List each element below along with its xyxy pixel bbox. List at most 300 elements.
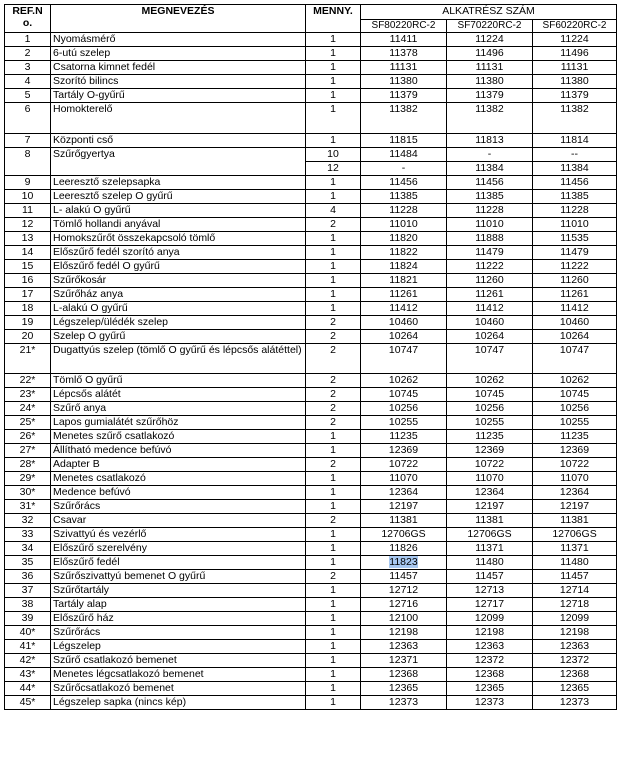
part-number-cell bbox=[361, 696, 447, 710]
name-cell: Medence befúvó bbox=[51, 486, 306, 500]
part-number-cell bbox=[533, 103, 617, 134]
part-number: 12363 bbox=[474, 640, 505, 652]
part-number: 11456 bbox=[389, 176, 418, 188]
part-number: 12364 bbox=[388, 486, 419, 498]
name-cell: Szűrőtartály bbox=[51, 584, 306, 598]
ref-cell: 22* bbox=[5, 374, 51, 388]
table-row bbox=[5, 89, 617, 103]
ref-cell: 4 bbox=[5, 75, 51, 89]
qty-cell: 1 bbox=[306, 288, 361, 302]
part-number-cell bbox=[447, 598, 533, 612]
part-number-cell bbox=[447, 570, 533, 584]
ref-cell: 14 bbox=[5, 246, 51, 260]
part-number-cell bbox=[533, 626, 617, 640]
part-number-cell bbox=[361, 514, 447, 528]
part-number-cell bbox=[533, 612, 617, 626]
ref-cell: 20 bbox=[5, 330, 51, 344]
qty-cell: 2 bbox=[306, 344, 361, 374]
part-number: 10460 bbox=[388, 316, 419, 328]
qty-cell: 1 bbox=[306, 542, 361, 556]
part-number: 10256 bbox=[388, 402, 419, 414]
part-number: 12364 bbox=[559, 486, 590, 498]
name-cell: Szűrőkosár bbox=[51, 274, 306, 288]
part-number: 11412 bbox=[560, 302, 589, 314]
qty-cell: 1 bbox=[306, 75, 361, 89]
table-row bbox=[5, 696, 617, 710]
part-number-cell bbox=[361, 458, 447, 472]
part-number-cell bbox=[361, 176, 447, 190]
part-number-cell bbox=[361, 528, 447, 542]
part-number: 11381 bbox=[389, 514, 418, 526]
part-number: 12369 bbox=[559, 444, 590, 456]
part-number: 10264 bbox=[388, 330, 419, 342]
qty-cell: 1 bbox=[306, 246, 361, 260]
ref-cell: 33 bbox=[5, 528, 51, 542]
qty-cell: 1 bbox=[306, 486, 361, 500]
ref-cell: 42* bbox=[5, 654, 51, 668]
qty-cell: 4 bbox=[306, 204, 361, 218]
part-number: 12363 bbox=[559, 640, 590, 652]
part-number-cell bbox=[361, 274, 447, 288]
part-number-cell bbox=[533, 388, 617, 402]
part-number-cell bbox=[447, 162, 533, 176]
part-number-cell bbox=[361, 33, 447, 47]
part-number-cell bbox=[361, 654, 447, 668]
part-number: 11381 bbox=[560, 514, 589, 526]
part-number: 12365 bbox=[388, 682, 419, 694]
table-body bbox=[5, 33, 617, 710]
name-cell: Szűrőrács bbox=[51, 626, 306, 640]
part-number-cell bbox=[447, 190, 533, 204]
part-number: 12372 bbox=[474, 654, 505, 666]
table-row bbox=[5, 47, 617, 61]
ref-cell: 11 bbox=[5, 204, 51, 218]
name-cell: Szorító bilincs bbox=[51, 75, 306, 89]
name-cell: Szűrőszivattyú bemenet O gyűrű bbox=[51, 570, 306, 584]
part-number-cell bbox=[447, 486, 533, 500]
ref-cell: 1 bbox=[5, 33, 51, 47]
ref-cell: 3 bbox=[5, 61, 51, 75]
part-number: 11235 bbox=[389, 430, 418, 442]
ref-cell: 25* bbox=[5, 416, 51, 430]
part-number: 11371 bbox=[560, 542, 589, 554]
part-number-cell bbox=[447, 668, 533, 682]
part-number-cell bbox=[361, 75, 447, 89]
ref-cell: 30* bbox=[5, 486, 51, 500]
part-number-cell bbox=[361, 103, 447, 134]
part-number-cell bbox=[533, 218, 617, 232]
part-number-cell bbox=[447, 416, 533, 430]
ref-cell: 19 bbox=[5, 316, 51, 330]
part-number-cell bbox=[361, 612, 447, 626]
part-number: 11814 bbox=[560, 134, 589, 146]
ref-cell: 40* bbox=[5, 626, 51, 640]
part-number-cell bbox=[447, 204, 533, 218]
part-number-cell bbox=[447, 528, 533, 542]
part-number-cell bbox=[361, 302, 447, 316]
part-number-cell bbox=[447, 288, 533, 302]
part-number-cell bbox=[361, 500, 447, 514]
part-number-cell bbox=[447, 626, 533, 640]
part-number: 11010 bbox=[389, 218, 418, 230]
part-number-cell bbox=[361, 682, 447, 696]
part-number-cell bbox=[447, 33, 533, 47]
table-row bbox=[5, 246, 617, 260]
qty-cell: 12 bbox=[306, 162, 361, 176]
part-number-cell bbox=[533, 232, 617, 246]
part-number: 11382 bbox=[475, 103, 504, 115]
part-number: 10745 bbox=[474, 388, 505, 400]
part-number: 12372 bbox=[559, 654, 590, 666]
part-number-cell bbox=[533, 47, 617, 61]
part-number-cell bbox=[361, 640, 447, 654]
part-number-cell bbox=[361, 486, 447, 500]
part-number: 10255 bbox=[559, 416, 590, 428]
table-row bbox=[5, 668, 617, 682]
qty-cell: 2 bbox=[306, 316, 361, 330]
name-cell: Központi cső bbox=[51, 134, 306, 148]
part-number: 11379 bbox=[560, 89, 589, 101]
part-number-cell bbox=[533, 500, 617, 514]
part-number-cell bbox=[533, 260, 617, 274]
part-number: 12706GS bbox=[381, 528, 426, 540]
part-number-cell bbox=[447, 176, 533, 190]
part-number-cell bbox=[447, 61, 533, 75]
name-cell: Szűrőház anya bbox=[51, 288, 306, 302]
header-name: MEGNEVEZÉS bbox=[51, 5, 306, 33]
header-qty: MENNY. bbox=[306, 5, 361, 33]
part-number: 11479 bbox=[560, 246, 589, 258]
part-number: 11385 bbox=[475, 190, 504, 202]
part-number-cell bbox=[447, 458, 533, 472]
part-number: 11131 bbox=[389, 61, 418, 73]
part-number: 11260 bbox=[475, 274, 504, 286]
part-number-cell bbox=[447, 500, 533, 514]
part-number-cell bbox=[533, 316, 617, 330]
part-number: 12197 bbox=[559, 500, 590, 512]
name-cell: Szivattyú és vezérlő bbox=[51, 528, 306, 542]
qty-cell: 1 bbox=[306, 47, 361, 61]
part-number-cell bbox=[533, 288, 617, 302]
name-cell: L-alakú O gyűrű bbox=[51, 302, 306, 316]
part-number-cell bbox=[447, 218, 533, 232]
part-number: 11826 bbox=[389, 542, 418, 554]
part-number: 11480 bbox=[560, 556, 589, 568]
name-cell: Szűrőrács bbox=[51, 500, 306, 514]
part-number: 11484 bbox=[389, 148, 418, 160]
part-number: 10256 bbox=[474, 402, 505, 414]
part-number-cell bbox=[533, 514, 617, 528]
ref-cell: 5 bbox=[5, 89, 51, 103]
name-cell: Előszűrő fedél szorító anya bbox=[51, 246, 306, 260]
qty-cell: 10 bbox=[306, 148, 361, 162]
part-number-cell bbox=[447, 374, 533, 388]
part-number-cell bbox=[533, 458, 617, 472]
part-number: 12373 bbox=[388, 696, 419, 708]
part-number: 11412 bbox=[475, 302, 504, 314]
part-number: 11457 bbox=[475, 570, 504, 582]
part-number: 12706GS bbox=[552, 528, 597, 540]
ref-cell: 43* bbox=[5, 668, 51, 682]
part-number-cell bbox=[533, 528, 617, 542]
part-number-cell bbox=[533, 682, 617, 696]
ref-cell: 21* bbox=[5, 344, 51, 374]
part-number-cell bbox=[533, 162, 617, 176]
part-number: 11010 bbox=[560, 218, 589, 230]
qty-cell: 1 bbox=[306, 103, 361, 134]
part-number-cell bbox=[533, 556, 617, 570]
part-number: 11822 bbox=[389, 246, 418, 258]
table-row bbox=[5, 274, 617, 288]
part-number: 11384 bbox=[475, 162, 504, 174]
table-row bbox=[5, 103, 617, 134]
part-number: 11222 bbox=[475, 260, 504, 272]
part-number-cell bbox=[447, 402, 533, 416]
part-number-cell bbox=[361, 472, 447, 486]
name-cell: Dugattyús szelep (tömlő O gyűrű és lépcsős alátéttel) bbox=[51, 344, 306, 374]
part-number: 12712 bbox=[388, 584, 419, 596]
part-number: 11380 bbox=[475, 75, 504, 87]
qty-cell: 2 bbox=[306, 458, 361, 472]
part-number-cell bbox=[533, 374, 617, 388]
table-row bbox=[5, 402, 617, 416]
part-number: 11070 bbox=[389, 472, 418, 484]
table-row bbox=[5, 444, 617, 458]
ref-cell: 10 bbox=[5, 190, 51, 204]
part-number: 11131 bbox=[560, 61, 589, 73]
table-row bbox=[5, 61, 617, 75]
part-number-cell bbox=[447, 640, 533, 654]
part-number: 12369 bbox=[388, 444, 419, 456]
part-number-cell bbox=[447, 89, 533, 103]
part-number: 11496 bbox=[475, 47, 504, 59]
table-row bbox=[5, 584, 617, 598]
part-number: 12099 bbox=[474, 612, 505, 624]
ref-cell: 35 bbox=[5, 556, 51, 570]
qty-cell: 2 bbox=[306, 218, 361, 232]
part-number-cell bbox=[361, 288, 447, 302]
name-cell: Szűrőcsatlakozó bemenet bbox=[51, 682, 306, 696]
part-number-cell bbox=[361, 344, 447, 374]
name-cell: Csavar bbox=[51, 514, 306, 528]
ref-cell: 27* bbox=[5, 444, 51, 458]
part-number: 11824 bbox=[389, 260, 418, 272]
qty-cell: 2 bbox=[306, 402, 361, 416]
part-number-cell bbox=[361, 148, 447, 162]
qty-cell: 1 bbox=[306, 444, 361, 458]
qty-cell: 1 bbox=[306, 89, 361, 103]
part-number: 11411 bbox=[389, 33, 418, 45]
qty-cell: 1 bbox=[306, 654, 361, 668]
part-number-cell bbox=[447, 246, 533, 260]
part-number: -- bbox=[571, 148, 579, 160]
part-number: 11381 bbox=[475, 514, 504, 526]
part-number: 10747 bbox=[474, 344, 505, 356]
part-number: 10460 bbox=[474, 316, 505, 328]
part-number-cell bbox=[533, 584, 617, 598]
part-number-cell bbox=[533, 330, 617, 344]
table-row bbox=[5, 612, 617, 626]
name-cell: Tömlő hollandi anyával bbox=[51, 218, 306, 232]
part-number-cell bbox=[533, 654, 617, 668]
qty-cell: 1 bbox=[306, 584, 361, 598]
part-number-cell bbox=[447, 514, 533, 528]
header-ref: REF.N o. bbox=[5, 5, 51, 33]
name-cell: Légszelep sapka (nincs kép) bbox=[51, 696, 306, 710]
table-row bbox=[5, 556, 617, 570]
part-number-cell bbox=[361, 430, 447, 444]
part-number: 11228 bbox=[475, 204, 504, 216]
ref-cell: 16 bbox=[5, 274, 51, 288]
part-number: 10256 bbox=[559, 402, 590, 414]
qty-cell: 1 bbox=[306, 500, 361, 514]
qty-cell: 1 bbox=[306, 626, 361, 640]
part-number: 11379 bbox=[475, 89, 504, 101]
table-row bbox=[5, 416, 617, 430]
part-number: 10255 bbox=[474, 416, 505, 428]
name-cell: Tartály O-gyűrű bbox=[51, 89, 306, 103]
name-cell: Homokterelő bbox=[51, 103, 306, 134]
part-number: 11228 bbox=[560, 204, 589, 216]
part-number-cell bbox=[447, 274, 533, 288]
part-number: 11235 bbox=[560, 430, 589, 442]
parts-table bbox=[4, 4, 617, 710]
part-number-cell bbox=[533, 75, 617, 89]
part-number-cell bbox=[533, 274, 617, 288]
part-number-cell bbox=[447, 232, 533, 246]
part-number: 11261 bbox=[389, 288, 418, 300]
qty-cell: 1 bbox=[306, 232, 361, 246]
part-number: 12100 bbox=[388, 612, 419, 624]
table-row bbox=[5, 514, 617, 528]
qty-cell: 1 bbox=[306, 260, 361, 274]
part-number: 12369 bbox=[474, 444, 505, 456]
name-cell: Szűrő anya bbox=[51, 402, 306, 416]
part-number: 11371 bbox=[475, 542, 504, 554]
ref-cell: 24* bbox=[5, 402, 51, 416]
part-number: 11228 bbox=[389, 204, 418, 216]
part-number: 12368 bbox=[474, 668, 505, 680]
part-number-cell bbox=[447, 75, 533, 89]
part-number-cell bbox=[533, 570, 617, 584]
part-number: 12718 bbox=[559, 598, 590, 610]
part-number-cell bbox=[361, 260, 447, 274]
part-number-cell bbox=[361, 218, 447, 232]
ref-cell: 44* bbox=[5, 682, 51, 696]
part-number: 12198 bbox=[559, 626, 590, 638]
part-number-cell bbox=[533, 542, 617, 556]
part-number-cell bbox=[447, 472, 533, 486]
part-number-cell bbox=[533, 89, 617, 103]
table-row bbox=[5, 654, 617, 668]
part-number-cell bbox=[533, 430, 617, 444]
part-number: 11224 bbox=[560, 33, 589, 45]
qty-cell: 2 bbox=[306, 570, 361, 584]
part-number-cell bbox=[533, 148, 617, 162]
ref-cell: 38 bbox=[5, 598, 51, 612]
ref-cell: 37 bbox=[5, 584, 51, 598]
ref-cell: 45* bbox=[5, 696, 51, 710]
table-row bbox=[5, 388, 617, 402]
part-number: 10722 bbox=[474, 458, 505, 470]
part-number-cell bbox=[447, 344, 533, 374]
part-number-cell bbox=[447, 47, 533, 61]
ref-cell: 2 bbox=[5, 47, 51, 61]
qty-cell: 1 bbox=[306, 274, 361, 288]
name-cell: Előszűrő szerelvény bbox=[51, 542, 306, 556]
part-number: - bbox=[401, 162, 406, 174]
part-number-cell bbox=[447, 388, 533, 402]
part-number: 12706GS bbox=[467, 528, 512, 540]
ref-cell: 17 bbox=[5, 288, 51, 302]
part-number: 11070 bbox=[560, 472, 589, 484]
part-number: 10745 bbox=[388, 388, 419, 400]
ref-cell: 23* bbox=[5, 388, 51, 402]
ref-cell: 34 bbox=[5, 542, 51, 556]
part-number-cell bbox=[361, 416, 447, 430]
qty-cell: 1 bbox=[306, 302, 361, 316]
name-cell: 6-utú szelep bbox=[51, 47, 306, 61]
part-number-cell bbox=[533, 61, 617, 75]
qty-cell: 2 bbox=[306, 330, 361, 344]
name-cell: Előszűrő ház bbox=[51, 612, 306, 626]
name-cell: Leeresztő szelep O gyűrű bbox=[51, 190, 306, 204]
part-number-cell bbox=[361, 246, 447, 260]
name-cell: Szelep O gyűrű bbox=[51, 330, 306, 344]
part-number: 11378 bbox=[389, 47, 418, 59]
name-cell: Lépcsős alátét bbox=[51, 388, 306, 402]
part-number-cell bbox=[447, 148, 533, 162]
part-number-cell bbox=[533, 302, 617, 316]
table-row bbox=[5, 75, 617, 89]
part-number-cell bbox=[447, 103, 533, 134]
table-row bbox=[5, 288, 617, 302]
part-number: 10264 bbox=[559, 330, 590, 342]
part-number: 10747 bbox=[559, 344, 590, 356]
part-number-cell bbox=[533, 444, 617, 458]
part-number: 11820 bbox=[389, 232, 418, 244]
part-number-cell bbox=[361, 444, 447, 458]
name-cell: Adapter B bbox=[51, 458, 306, 472]
part-number: 10262 bbox=[559, 374, 590, 386]
table-row bbox=[5, 458, 617, 472]
part-number-cell bbox=[447, 316, 533, 330]
ref-cell: 7 bbox=[5, 134, 51, 148]
part-number: 11457 bbox=[389, 570, 418, 582]
part-number: 11479 bbox=[475, 246, 504, 258]
part-number: 11385 bbox=[560, 190, 589, 202]
table-row bbox=[5, 682, 617, 696]
ref-cell: 36 bbox=[5, 570, 51, 584]
table-row bbox=[5, 430, 617, 444]
qty-cell: 1 bbox=[306, 472, 361, 486]
table-row bbox=[5, 330, 617, 344]
ref-cell: 41* bbox=[5, 640, 51, 654]
part-number-cell bbox=[361, 232, 447, 246]
part-number-cell bbox=[361, 626, 447, 640]
part-number-cell bbox=[447, 556, 533, 570]
part-number-cell bbox=[361, 598, 447, 612]
part-number: 11222 bbox=[560, 260, 589, 272]
part-number-cell bbox=[533, 402, 617, 416]
qty-cell: 1 bbox=[306, 668, 361, 682]
ref-cell: 32 bbox=[5, 514, 51, 528]
table-row bbox=[5, 542, 617, 556]
part-number-cell bbox=[361, 542, 447, 556]
table-row bbox=[5, 134, 617, 148]
part-number-cell bbox=[447, 654, 533, 668]
ref-cell: 28* bbox=[5, 458, 51, 472]
